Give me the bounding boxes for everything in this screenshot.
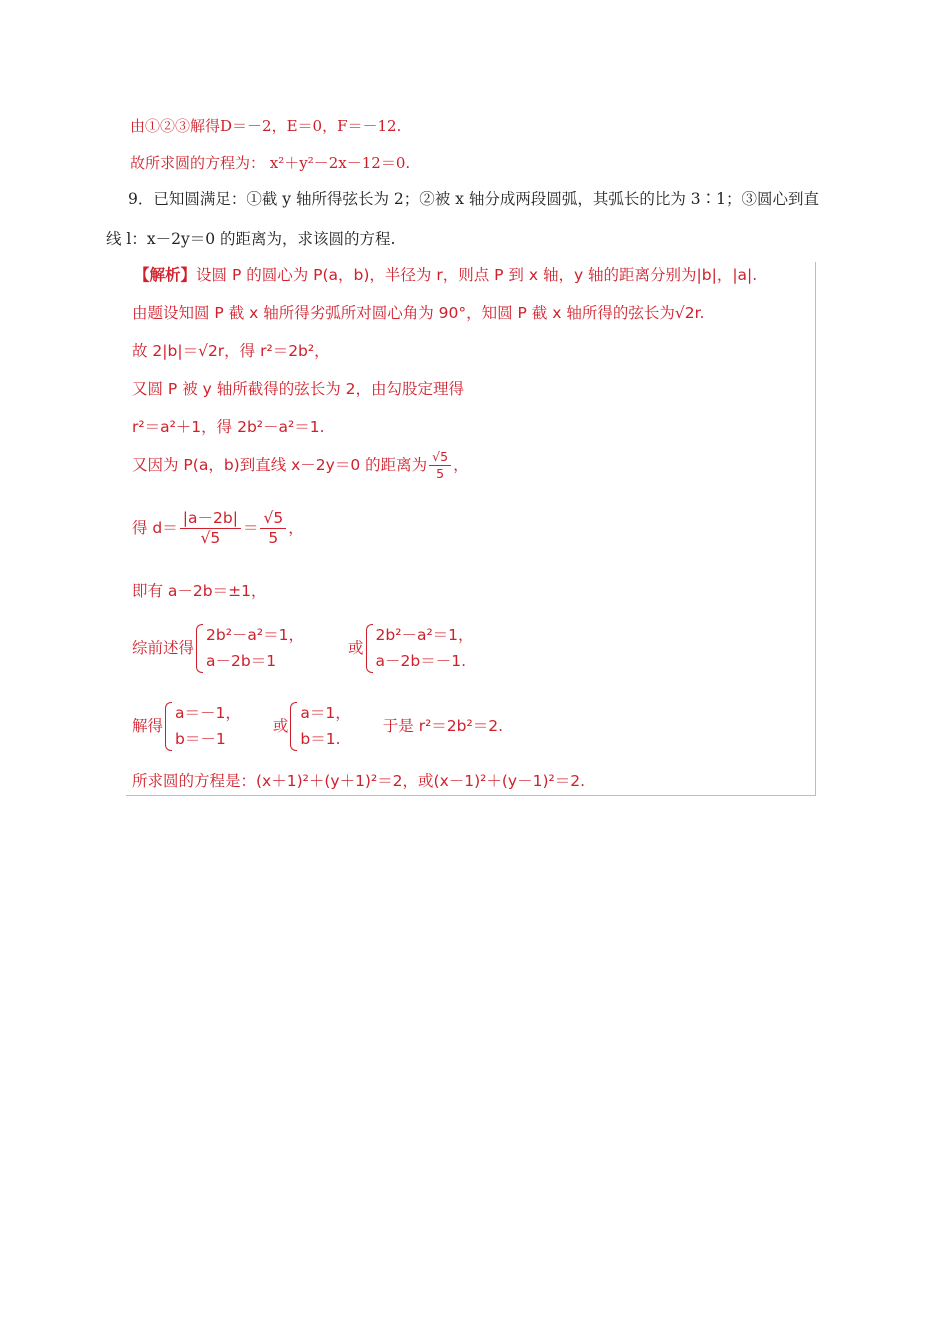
fraction-denominator: 5 [436,465,445,481]
solution-line-9 [132,622,474,675]
fraction-root5-over-5 [429,450,451,481]
system-1-eq-1: 2b²－a²＝1， [206,626,305,644]
distance-suffix: ， [453,455,469,474]
solved-text: 解得 [132,716,164,735]
previous-equation: x²＋y²－2x－12＝0. [269,154,411,172]
solution-line-2: 由题设知圆 P 截 x 轴所得劣弧所对圆心角为 90°，知圆 P 截 x 轴所得的弦长为√2r. [132,304,705,322]
distance-text: 又因为 P(a，b)到直线 x－2y＝0 的距离为 [132,455,428,474]
or-text-1: 或 [348,638,364,657]
system-2-eq-2: a－2b＝－1. [375,652,467,671]
combined-text: 综前述得 [132,638,195,657]
solution-line-3: 故 2|b|＝√2r，得 r²＝2b²， [132,342,330,360]
fraction-denominator: √5 [200,529,221,548]
fraction-numerator: √5 [260,510,286,529]
solution-system-1 [165,700,241,753]
solution-line-10 [132,700,503,753]
equals-sign: ＝ [242,519,259,538]
system-2-eq-1: 2b²－a²＝1， [375,626,474,644]
solution-2-b: b＝1. [300,730,341,749]
previous-equation-prefix: 故所求圆的方程为： [130,154,266,172]
previous-result-line: 由①②③解得D＝－2，E＝0，F＝－12. [130,117,402,135]
solution-line-7 [132,510,304,547]
fraction-root5-over-5 [260,510,286,547]
solution-line-11: 所求圆的方程是：(x＋1)²＋(y＋1)²＝2，或(x－1)²＋(y－1)²＝2. [132,772,586,790]
solution-line-4: 又圆 P 被 y 轴所截得的弦长为 2，由勾股定理得 [132,380,465,398]
fraction-denominator: 5 [268,529,279,548]
solution-line-8: 即有 a－2b＝±1， [132,582,267,600]
solution-box [126,262,816,796]
solution-tag: 【解析】 [134,266,197,284]
equation-system-1 [196,622,304,675]
solution-line-6 [132,450,469,481]
question-line-2: 线 l：x－2y＝0 的距离为，求该圆的方程. [106,230,396,248]
fraction-distance [180,510,241,547]
distance-formula-prefix: 得 d＝ [132,519,178,538]
radius-result: 于是 r²＝2b²＝2. [382,716,503,735]
solution-1-a: a＝－1， [175,704,241,722]
question-line-1: 9．已知圆满足：①截 y 轴所得弦长为 2；②被 x 轴分成两段圆弧，其弧长的比为 3∶1；③圆心到直 [128,190,820,208]
solution-system-2 [290,700,350,753]
system-1-eq-2: a－2b＝1 [206,652,277,671]
fraction-numerator: |a－2b| [180,510,241,529]
or-text-2: 或 [272,716,289,735]
previous-equation-line [130,154,410,172]
fraction-numerator: √5 [429,450,451,466]
solution-2-a: a＝1， [300,704,351,722]
solution-line-1-text: 设圆 P 的圆心为 P(a，b)，半径为 r，则点 P 到 x 轴，y 轴的距离分别为|b|，|a|. [196,266,758,284]
equation-system-2 [366,622,474,675]
solution-line-5: r²＝a²＋1，得 2b²－a²＝1. [132,418,325,436]
solution-line-1 [134,266,757,285]
solution-1-b: b＝－1 [175,730,226,749]
distance-formula-suffix: ， [288,519,304,538]
